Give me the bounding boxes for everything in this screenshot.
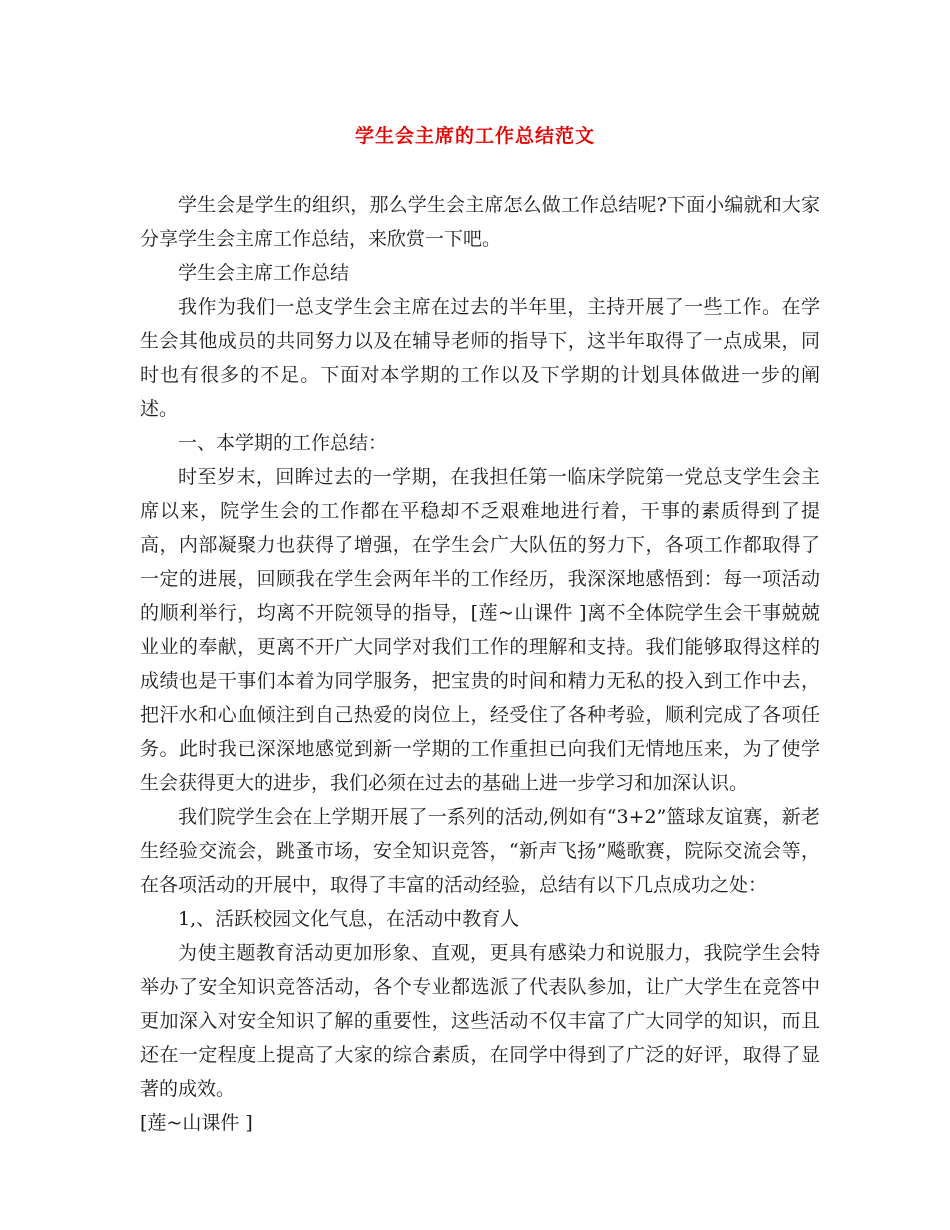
point-heading: 1,、活跃校园文化气息，在活动中教育人: [178, 908, 520, 930]
document-body: [140, 188, 820, 1140]
overview-paragraph: 我作为我们一总支学生会主席在过去的半年里，主持开展了一些工作。在学生会其他成员的共同努力以及在辅导老师的指导下，这半年取得了一点成果，同时也有很多的不足。下面对本学期的工作以及下学期的计划具体做进一步的阐述。: [140, 296, 820, 420]
point-paragraph: 为使主题教育活动更加形象、直观，更具有感染力和说服力，我院学生会特举办了安全知识竞答活动，各个专业都选派了代表队参加，让广大学生在竞答中更加深入对安全知识了解的重要性，这些活动不仅丰富了广大同学的知识，而且还在一定程度上提高了大家的综合素质，在同学中得到了广泛的好评，取得了显著的成效。: [140, 942, 820, 1100]
activities-paragraph: 我们院学生会在上学期开展了一系列的活动,例如有“3+2”篮球友谊赛，新老生经验交流会，跳蚤市场，安全知识竞答，“新声飞扬”飚歌赛，院际交流会等，在各项活动的开展中，取得了丰富的活动经验，总结有以下几点成功之处：: [140, 806, 820, 896]
section-heading: 学生会主席工作总结: [178, 262, 350, 284]
intro-paragraph: 学生会是学生的组织，那么学生会主席怎么做工作总结呢?下面小编就和大家分享学生会主席工作总结，来欣赏一下吧。: [140, 194, 820, 250]
subsection-heading: 一、本学期的工作总结：: [178, 432, 388, 454]
watermark-text: [莲~山课件 ]: [140, 1112, 253, 1134]
review-paragraph: 时至岁末，回眸过去的一学期，在我担任第一临床学院第一党总支学生会主席以来，院学生会的工作都在平稳却不乏艰难地进行着，干事的素质得到了提高，内部凝聚力也获得了增强，在学生会广大队伍的努力下，各项工作都取得了一定的进展，回顾我在学生会两年半的工作经历，我深深地感悟到：每一项活动的顺利举行，均离不开院领导的指导，[莲~山课件 ]离不全体院学生会干事兢兢业业的奉献，更离不开广大同学对我们工作的理解和支持。我们能够取得这样的成绩也是干事们本着为同学服务，把宝贵的时间和精力无私的投入到工作中去，把汗水和心血倾注到自己热爱的岗位上，经受住了各种考验，顺利完成了各项任务。此时我已深深地感觉到新一学期的工作重担已向我们无情地压来，为了使学生会获得更大的进步，我们必须在过去的基础上进一步学习和加深认识。: [140, 466, 820, 794]
document-title: 学生会主席的工作总结范文: [354, 125, 595, 147]
